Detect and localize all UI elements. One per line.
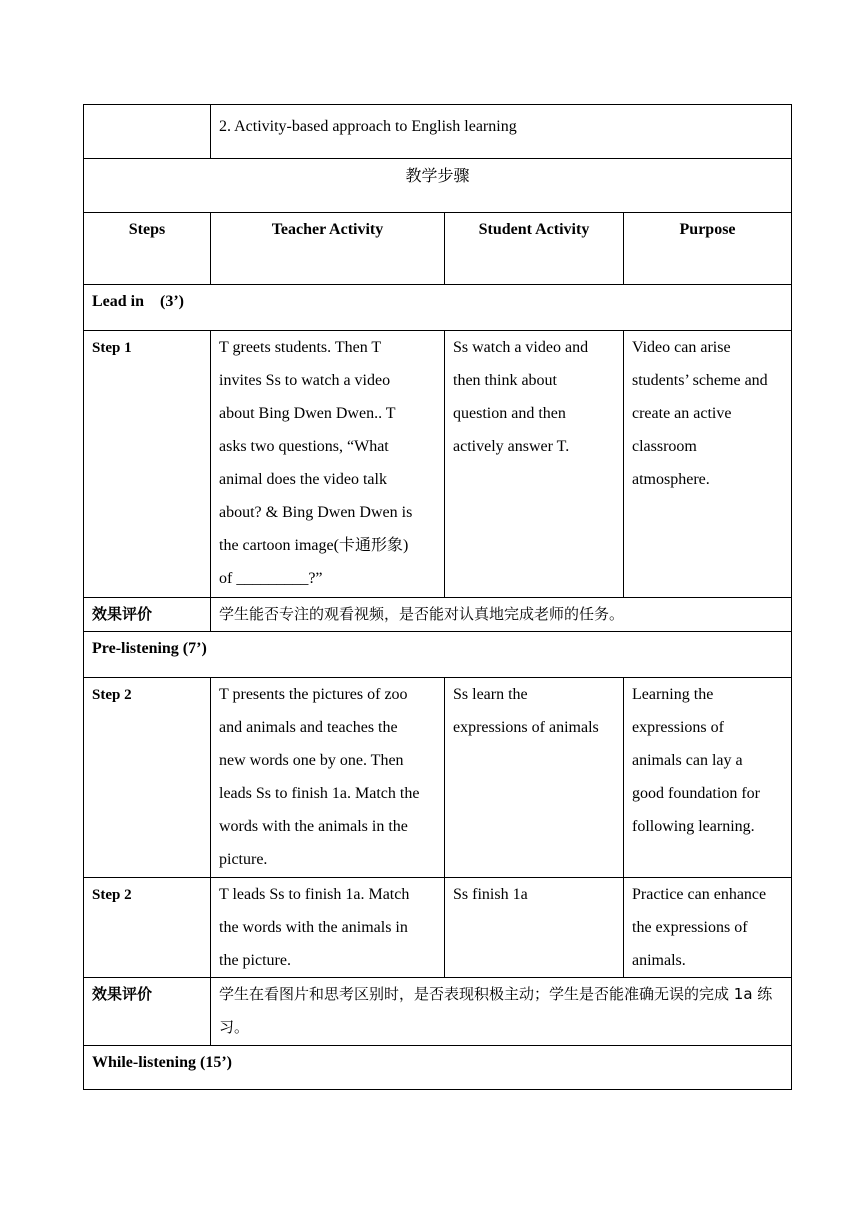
header-teacher-activity: Teacher Activity [211,213,445,285]
step-label [84,331,211,598]
purpose-text: Video can arise students’ scheme and create an active classroom atmosphere. [632,339,768,488]
teacher-activity-text: T leads Ss to finish 1a. Match the words with the animals in the picture. [219,886,410,969]
step-label [84,678,211,878]
header-purpose: Purpose [624,213,792,285]
student-activity-cell [445,331,624,598]
evaluation-row [84,978,792,1046]
student-activity-text: Ss watch a video and then think about question and then actively answer T. [453,339,589,455]
header-row [84,213,792,285]
header-steps: Steps [84,213,211,285]
table-row [84,878,792,978]
table-row [84,678,792,878]
purpose-text: Practice can enhance the expressions of animals. [632,886,767,969]
approach-row [84,105,792,159]
evaluation-label-cell [84,598,211,632]
purpose-text: Learning the expressions of animals can lay a good foundation for following learning. [632,686,760,835]
purpose-cell [624,678,792,878]
evaluation-text: 学生能否专注的观看视频，是否能对认真地完成老师的任务。 [219,605,625,623]
section-row-pre-listening [84,632,792,678]
approach-text: 2. Activity-based approach to English learning [211,105,792,159]
evaluation-row [84,598,792,632]
lesson-plan-table [83,104,792,1090]
steps-title-row [84,159,792,213]
steps-title: 教学步骤 [84,159,792,213]
step-label-text: Step 2 [92,687,132,703]
step-label [84,878,211,978]
approach-label-cell [84,105,211,159]
step-label-text: Step 1 [92,340,132,356]
evaluation-label: 效果评价 [92,605,153,623]
purpose-cell [624,331,792,598]
student-activity-text: Ss finish 1a [453,886,528,903]
evaluation-label: 效果评价 [92,985,153,1003]
step-label-text: Step 2 [92,887,132,903]
section-row-lead-in [84,285,792,331]
evaluation-text: 学生在看图片和思考区别时，是否表现积极主动；学生是否能准确无误的完成 1a 练习。 [219,985,773,1036]
teacher-activity-cell [211,331,445,598]
evaluation-label-cell [84,978,211,1046]
table-row [84,331,792,598]
teacher-activity-cell [211,878,445,978]
student-activity-cell [445,878,624,978]
teacher-activity-cell [211,678,445,878]
section-title: While-listening (15’) [84,1046,792,1090]
student-activity-text: Ss learn the expressions of animals [453,686,599,736]
evaluation-text-cell [211,978,792,1046]
teacher-activity-text: T presents the pictures of zoo and animals and teaches the new words one by one. Then leads Ss to finish 1a. Match the words with the animals in the picture. [219,686,420,868]
student-activity-cell [445,678,624,878]
teacher-activity-text: T greets students. Then T invites Ss to watch a video about Bing Dwen Dwen.. T asks two questions, “What animal does the video talk about? & Bing Dwen Dwen is the cartoon image(卡通形象) of _________?” [219,339,413,587]
section-title: Lead in (3’) [84,285,792,331]
evaluation-text-cell [211,598,792,632]
header-student-activity: Student Activity [445,213,624,285]
section-title: Pre-listening (7’) [84,632,792,678]
section-row-while-listening [84,1046,792,1090]
purpose-cell [624,878,792,978]
